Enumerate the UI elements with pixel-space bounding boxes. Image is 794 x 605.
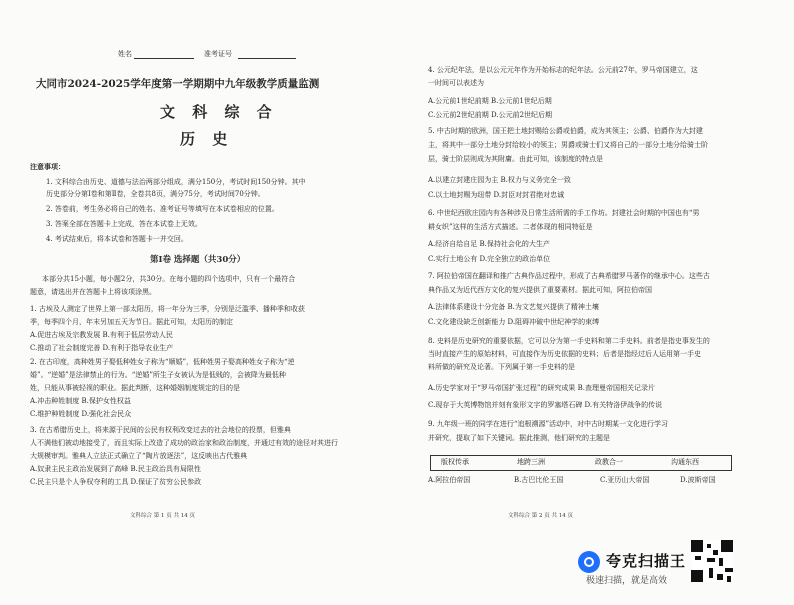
question-line: 8. 史料是历史研究的重要依据，它可以分为第一手史料和第二手史料。前者是指史事发生的 [428,337,710,345]
question-line: 人不满他们被动地接受了，而且实际上改造了成功的政治家和政治制度，并通过有效的途径对其进行 [30,439,338,447]
exam-title: 大同市2024-2025学年度第一学期期中九年级教学质量监测 [36,78,320,90]
option-line: A.奴隶主民主政治发展到了高峰 B.民主政治具有局限性 [30,465,201,473]
notice-item: 3. 答案全部在答题卡上完成，答在本试卷上无效。 [46,220,202,228]
question-line: 大规模审判。雅典人立法正式确立了“陶片放逐法”，这反映出古代雅典 [30,452,248,460]
page-footer: 文科综合 第 1 页 共 14 页 [130,513,195,519]
notice-item: 1. 文科综合由历史、道德与法治两部分组成，满分150分，考试时间150分钟。其中 [46,178,306,186]
option-line: A.法律体系建设十分完备 B.为文艺复兴提供了精神土壤 [428,303,599,311]
option-line: C.推动了社会制度完善 D.有利于指导农业生产 [30,344,174,352]
option-line: A.公元前1世纪前期 B.公元前1世纪后期 [428,97,552,105]
qr-code-icon [691,540,733,582]
keyword-table [430,455,732,471]
question-line: 当时直接产生的原始材料，可直接作为历史依据的史料；后者是指经过后人运用第一手史 [428,350,701,358]
section-intro: 题意，请选出并在答题卡上将该项涂黑。 [30,288,156,296]
option-q9-c: C.亚历山大帝国 [600,476,650,484]
option-line: C.现存于大英博物馆并刻有象形文字的罗塞塔石碑 D.有关特洛伊战争的传说 [428,401,663,409]
option-line: A.经济自给自足 B.保持社会化的大生产 [428,240,550,248]
option-q9-a: A.阿拉伯帝国 [428,476,471,484]
question-line: 4. 公元纪年法，是以公元元年作为开始标志的纪年法。公元前27年，罗马帝国建立，这 [428,66,698,74]
page-footer: 文科综合 第 2 页 共 14 页 [508,513,573,519]
brand-name: 夸克扫描王 [606,552,687,570]
brand-tagline: 极速扫描，就是高效 [586,576,668,586]
question-line: 6. 中世纪西欧庄园内有各种涉及日常生活所需的手工作坊。封建社会时期的中国也有“男 [428,209,700,217]
section-title: 第Ⅰ卷 选择题（共30分） [150,255,246,265]
question-line: 2. 在古印度，高种姓男子娶低种姓女子称为“顺婚”，低种姓男子娶高种姓女子称为“逆 [30,358,295,366]
question-line: 9. 九年级一班的同学在进行“追根溯源”活动中，对中古时期某一文化进行学习 [428,420,669,428]
question-line: 婚”。“逆婚”是法律禁止的行为。“逆婚”所生子女被认为是低贱的，会被降为最低种 [30,371,286,379]
scanner-logo-icon [578,551,600,573]
question-line: 耕女织”这样的生活方式描述。二者体现的相同特征是 [428,223,593,231]
notice-item: 2. 答卷前，考生务必将自己的姓名、准考证号等填写在本试卷相应的位置。 [46,205,279,213]
question-line: 季，每季四个月，年末另加五天为节日。据此可知，太阳历的制定 [30,318,233,326]
ticket-blank [238,58,296,59]
subject-subtitle: 历 史 [180,130,234,148]
keyword-cell: 沟通东西 [671,458,699,466]
option-line: C.实行土地公有 D.完全独立的政治单位 [428,255,551,263]
option-q9-b: B.古巴比伦王国 [514,476,564,484]
question-line: 层，骑士阶层则成为其附庸。由此可知，该制度的特点是 [428,155,603,163]
question-line: 5. 中古时期的欧洲，国王把土地封赐给公爵或伯爵，成为其领主；公爵、伯爵作为大封建 [428,127,703,135]
option-line: C.文化建设缺乏创新能力 D.阻碍冲破中世纪神学的束缚 [428,318,600,326]
notice-item: 4. 考试结束后，将本试卷和答题卡一并交回。 [46,235,188,243]
question-line: 主，将其中一部分土地分封给较小的领主；男爵或骑士们又将自己的一部分土地分给骑士阶 [428,141,708,149]
subject-title: 文 科 综 合 [160,103,278,121]
option-line: C.民主只是个人争权夺利的工具 D.保证了贫穷公民参政 [30,478,202,486]
right-page [418,0,776,605]
question-line: 一时间可以表述为 [428,79,484,87]
question-line: 7. 阿拉伯帝国在翻译和推广古典作品过程中，形成了古典希腊罗马著作的继承中心。这些古 [428,272,710,280]
question-line: 3. 在古希腊历史上，将来源于民间的公民有权利改变过去的社会地位的投票，但雅典 [30,426,291,434]
option-line: A.冲击种姓制度 B.保护女性权益 [30,397,131,405]
name-blank [134,58,194,59]
section-intro: 本部分共15小题，每小题2分，共30分。在每小题的四个选项中，只有一个最符合 [42,275,296,283]
notice-title: 注意事项： [30,162,65,171]
keyword-cell: 版权传承 [441,458,469,466]
ticket-label: 准考证号 [204,50,232,58]
keyword-cell: 地跨三洲 [517,458,545,466]
option-line: A.历史学家对于“罗马帝国扩张过程”的研究成果 B.查理曼帝国相关记录片 [428,384,656,392]
option-line: C.以土地封赐为纽带 D.封臣对封君绝对忠诚 [428,191,565,199]
left-page [30,0,395,605]
keyword-cell: 政教合一 [595,458,623,466]
question-line: 1. 古埃及人测定了世界上第一部太阳历，将一年分为三季，分别是泛滥季、播种季和收获 [30,305,305,313]
question-line: 料所做的研究及论著。下列属于第一手史料的是 [428,363,575,371]
option-line: C.维护种姓制度 D.强化社会民众 [30,410,132,418]
question-line: 典作品又为近代西方文化的复兴提供了重要素材。据此可知，阿拉伯帝国 [428,286,652,294]
option-line: C.公元前2世纪前期 D.公元前2世纪后期 [428,111,553,119]
notice-item: 历史部分分第Ⅰ卷和第Ⅱ卷，全卷共8页，满分75分，考试时间70分钟。 [46,190,265,198]
question-line: 姓，只能从事被轻视的职业。据此判断，这种婚姻制度规定的目的是 [30,384,240,392]
option-line: A.以建立封建庄园为主 B.权力与义务完全一致 [428,176,571,184]
name-label: 姓名 [118,50,132,58]
question-line: 并研究，提取了如下关键词。据此推测，他们研究的主题是 [428,434,610,442]
option-q9-d: D.波斯帝国 [680,476,716,484]
option-line: A.促进古埃及宗教发展 B.有利于低层劳动人民 [30,331,173,339]
